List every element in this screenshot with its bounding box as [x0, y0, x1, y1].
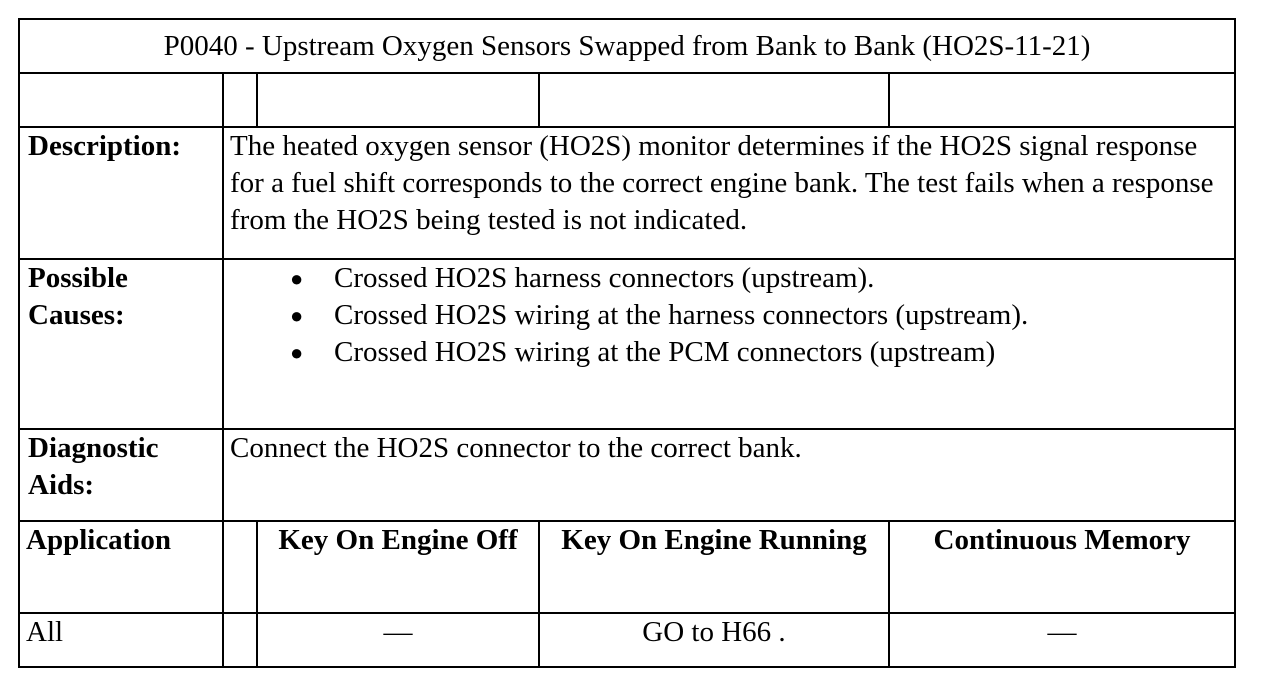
empty-cell — [889, 73, 1235, 127]
spacer-cell — [223, 613, 257, 667]
cause-item — [278, 334, 1228, 371]
application-header-row — [19, 521, 1235, 613]
cause-text: Crossed HO2S harness connectors (upstream). — [334, 262, 875, 294]
application-value: All — [19, 613, 223, 667]
possible-causes-label — [19, 259, 223, 429]
diagnostic-aids-text: Connect the HO2S connector to the correct bank. — [223, 429, 1235, 521]
empty-row — [19, 73, 1235, 127]
bullet-icon: ● — [290, 266, 304, 291]
diagnostic-aids-label — [19, 429, 223, 521]
application-data-row — [19, 613, 1235, 667]
bullet-icon: ● — [290, 303, 304, 328]
header-application: Application — [19, 521, 223, 613]
cause-text: Crossed HO2S wiring at the harness connectors (upstream). — [334, 299, 1029, 331]
koer-value: GO to H66 . — [539, 613, 889, 667]
description-row — [19, 127, 1235, 259]
description-label: Description: — [19, 127, 223, 259]
possible-causes-cell — [223, 259, 1235, 429]
diagnostic-aids-label-line1: Diagnostic — [28, 432, 159, 464]
possible-causes-label-line1: Possible — [28, 262, 128, 294]
cause-item — [278, 260, 1228, 297]
diagnostic-aids-label-line2: Aids: — [28, 469, 95, 501]
continuous-memory-value: — — [889, 613, 1235, 667]
header-key-on-engine-running: Key On Engine Running — [539, 521, 889, 613]
empty-cell — [223, 73, 257, 127]
bullet-icon: ● — [290, 340, 304, 365]
dtc-title: P0040 - Upstream Oxygen Sensors Swapped from Bank to Bank (HO2S-11-21) — [19, 19, 1235, 73]
possible-causes-row — [19, 259, 1235, 429]
cause-text: Crossed HO2S wiring at the PCM connectors (upstream) — [334, 336, 996, 368]
empty-cell — [257, 73, 539, 127]
header-key-on-engine-off: Key On Engine Off — [257, 521, 539, 613]
diagnostic-aids-row — [19, 429, 1235, 521]
description-text: The heated oxygen sensor (HO2S) monitor determines if the HO2S signal response for a fuel shift corresponds to the correct engine bank. The test fails when a response from the HO2S being tested is not indicated. — [223, 127, 1235, 259]
empty-cell — [19, 73, 223, 127]
dtc-table — [18, 18, 1236, 668]
cause-item — [278, 297, 1228, 334]
header-continuous-memory: Continuous Memory — [889, 521, 1235, 613]
possible-causes-list — [230, 260, 1228, 371]
spacer-cell — [223, 521, 257, 613]
koeo-value: — — [257, 613, 539, 667]
empty-cell — [539, 73, 889, 127]
possible-causes-label-line2: Causes: — [28, 299, 125, 331]
